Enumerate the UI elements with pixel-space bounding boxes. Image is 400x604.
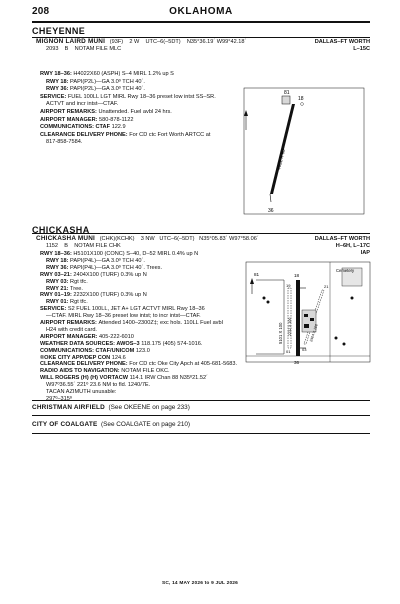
elevation-label: 81: [284, 90, 290, 96]
airport-header-line: [36, 39, 246, 46]
entry-label: SERVICE:: [40, 306, 68, 313]
entry-line: [40, 320, 223, 327]
cheyenne-airport-diagram: [240, 82, 372, 222]
entry-text: 405-222-6010: [99, 333, 134, 340]
entry-line: [40, 355, 126, 362]
entry-text: 2232X100 (TURF) 0.3% up N: [73, 292, 147, 299]
entry-text: Unattended. Fuel avbl 24 hrs.: [98, 109, 172, 115]
entry-text: Tree.: [70, 285, 83, 292]
runway-end-03: 03: [302, 347, 307, 352]
section-rule-3: [32, 415, 370, 416]
entry-line: [46, 265, 162, 272]
entry-text: PAPI(P2L)—GA 3.0º TCH 40´.: [70, 78, 145, 85]
airport-coords: N35°36.19´ W99°42.18´: [186, 39, 247, 45]
entry-line: [46, 313, 201, 320]
entry-label: RWY 03–21:: [40, 271, 74, 278]
entry-line: [40, 341, 202, 348]
hangar-2: [310, 318, 314, 321]
entry-line: [40, 348, 150, 355]
entry-label: WILL ROGERS (H) (H) VORTACW: [40, 375, 130, 382]
diagram-frame: [244, 88, 364, 214]
runway-end-36-2: 36: [294, 360, 300, 365]
entry-text: For CD ctc Oke City Apch at 405-681-5683.: [129, 361, 238, 368]
elevation-label-2: 81: [254, 272, 260, 277]
compass-arrow: [244, 110, 248, 130]
airport-id: (93F): [109, 39, 124, 45]
entry-label: CLEARANCE DELIVERY PHONE:: [40, 361, 130, 368]
entry-line: [46, 139, 82, 146]
region-label: DALLAS–FT WORTH: [314, 39, 370, 45]
page-header: [32, 6, 370, 20]
entry-text: 817-858-7584.: [46, 139, 83, 146]
chart-label-2: H–6H, L–17C: [335, 243, 370, 249]
compass-arrow-2: [250, 278, 254, 294]
runway-dims-main: 5101 X 100: [278, 322, 283, 344]
entry-line: [40, 94, 216, 101]
airport-distance: 2 W: [129, 39, 140, 45]
entry-text: PAPI(P2L)—GA 3.0º TCH 40´.: [70, 86, 145, 93]
entry-text: TACAN AZIMUTH unusable:: [46, 389, 117, 395]
entry-line: [40, 292, 147, 299]
airport-header-line-2: CHICKASHA MUNI (CHK)(KCHK) 3 NW UTC–6(–5DT) N35°05.83´ W97°58.06´: [36, 235, 259, 242]
entry-line: [40, 361, 237, 368]
hangar-3: [304, 324, 309, 328]
airport-name-2[interactable]: CHICKASHA MUNI: [36, 235, 96, 242]
runway-dims-label: 4022 X 60: [276, 148, 287, 171]
entry-line: [40, 272, 147, 279]
entry-text: W97º36.55´ 221º 23.6 NM to fld. 1240/7E.: [46, 382, 151, 389]
runway-end-21: 21: [324, 284, 329, 289]
footer-dates: SC, 14 MAY 2026 to 9 JUL 2026: [161, 581, 239, 586]
entry-line: [46, 101, 118, 108]
section-rule-2: [32, 400, 370, 401]
entry-text: S2 FUEL 100LL, JET A+ LGT ACTVT MIRL Rwy 18–36: [67, 306, 205, 313]
runway-end-01: 01: [286, 349, 291, 354]
runway-end-19: 19: [286, 283, 291, 288]
runway-18-36-main: [296, 280, 300, 356]
taxiway: [270, 194, 271, 202]
entry-text: Rgt tfc.: [70, 299, 88, 306]
entry-label: ®OKE CITY APP/DEP CON: [40, 354, 112, 361]
entry-line: [40, 117, 133, 124]
entry-text: ACTVT and incr intst—CTAF.: [46, 101, 119, 108]
entry-text: 123.0: [135, 347, 150, 354]
entry-label: RWY 18:: [46, 78, 71, 85]
entry-label: AIRPORT REMARKS:: [40, 109, 99, 115]
entry-line: [46, 389, 116, 396]
xref-coalgate[interactable]: CITY OF COALGATE (See COALGATE on page 210): [32, 421, 191, 428]
entry-label: RWY 21:: [46, 285, 71, 292]
entry-line: [46, 286, 83, 293]
airport-subline-2: 1152 B NOTAM FILE CHK: [46, 243, 121, 249]
entry-line: [46, 299, 88, 306]
entry-text: 118.175 (405) 574-1016.: [141, 340, 203, 347]
entry-text: H4022X60 (ASPH) S–4 MIRL 1.2% up S: [73, 71, 174, 77]
turf-dims-1: 2232 X 100: [288, 317, 292, 336]
airport-name[interactable]: MIGNON LAIRD MUNI: [36, 38, 106, 45]
entry-line: [40, 306, 205, 313]
state-title: OKLAHOMA: [169, 6, 233, 17]
entry-line: [46, 79, 145, 86]
entry-text: 297º–315º: [46, 395, 72, 402]
entry-label: RWY 18:: [46, 257, 71, 264]
entry-text: 114.1 IRW Chan 88 N35º21.52´: [129, 375, 208, 382]
entry-text: —CTAF. MIRL Rwy 18–36 preset low intst; to incr intst—CTAF.: [46, 313, 201, 320]
entry-label: RWY 18–36:: [40, 71, 74, 77]
entry-label: AIRPORT REMARKS:: [40, 320, 99, 326]
hangar: [304, 314, 308, 317]
entry-label: RWY 03:: [46, 278, 71, 285]
entry-line: [46, 86, 145, 93]
cemetery-label: Cemetery: [336, 268, 355, 273]
entry-label: RWY 36:: [46, 86, 71, 93]
airport-subline: 2093 B NOTAM FILE MLC: [46, 46, 122, 52]
entry-label: AIRPORT MANAGER:: [40, 116, 100, 123]
entry-line: [46, 258, 145, 265]
entry-text: FUEL 100LL LGT MIRL Rwy 18–36 preset low intst SS–SR.: [67, 93, 216, 100]
entry-label: SERVICE:: [40, 93, 68, 100]
city-heading-chickasha: CHICKASHA: [32, 225, 90, 235]
iap-label: IAP: [360, 250, 370, 256]
entry-label: WEATHER DATA SOURCES: AWOS–3: [40, 340, 142, 347]
runway-end-36: 36: [268, 208, 274, 214]
entry-line: [40, 124, 126, 131]
entry-line: [40, 334, 134, 341]
entry-line: [46, 327, 97, 334]
entry-label: RWY 01:: [46, 299, 71, 306]
entry-line: [40, 132, 210, 139]
airport-utc: UTC–6(–5DT): [145, 39, 181, 45]
entry-label: AIRPORT MANAGER:: [40, 333, 100, 340]
header-rule: [32, 21, 370, 23]
entry-text: For CD ctc Fort Worth ARTCC at: [129, 131, 211, 138]
section-rule-4: [32, 433, 370, 434]
entry-text: Rgt tfc.: [70, 278, 88, 285]
entry-label: RADIO AIDS TO NAVIGATION:: [40, 368, 122, 375]
entry-line: [40, 368, 170, 375]
entry-label: RWY 01–19:: [40, 292, 74, 299]
runway-end-18: 18: [298, 96, 304, 102]
windsock-icon: [301, 103, 304, 106]
entry-line: [46, 279, 88, 286]
runway-end-18-2: 18: [294, 273, 300, 278]
entry-text: 122.9: [111, 124, 126, 131]
entry-label: CLEARANCE DELIVERY PHONE:: [40, 131, 130, 138]
entry-label: RWY 36:: [46, 264, 71, 271]
entry-text: NOTAM FILE OKC.: [121, 368, 170, 375]
page-number: 208: [32, 6, 50, 17]
entry-label: RWY 18–36:: [40, 251, 74, 257]
xref-christman[interactable]: CHRISTMAN AIRFIELD (See OKEENE on page 233): [32, 404, 190, 411]
entry-line: [40, 375, 208, 382]
entry-text: PAPI(P4L)—GA 3.0º TCH 40´.: [70, 257, 145, 264]
entry-text: PAPI(P4L)—GA 3.0º TCH 40´. Trees.: [70, 264, 163, 271]
runway-18-36: [270, 104, 295, 194]
turf-dims-2: 2404 X 100: [309, 323, 319, 343]
chart-label: L–15C: [353, 46, 370, 52]
entry-line: [40, 109, 172, 116]
chickasha-airport-diagram: [244, 258, 372, 366]
entry-text: H24 with credit card.: [46, 326, 97, 333]
entry-line: [40, 71, 174, 78]
city-heading-cheyenne: CHEYENNE: [32, 26, 86, 36]
entry-label: COMMUNICATIONS: CTAF: [40, 124, 112, 131]
ramp-area: [282, 96, 290, 104]
entry-text: H5101X100 (CONC) S–40, D–52 MIRL 0.4% up N: [73, 251, 199, 257]
entry-text: 2404X100 (TURF) 0.3% up N: [73, 271, 147, 278]
entry-label: COMMUNICATIONS: CTAF/UNICOM: [40, 347, 136, 354]
entry-line: [46, 382, 150, 389]
region-label-2: DALLAS–FT WORTH: [314, 236, 370, 242]
entry-text: Attended 1400–2300Z‡; exc hols. 110LL Fuel avbl: [98, 320, 223, 326]
entry-text: 580-878-1122: [99, 116, 134, 123]
entry-line: [40, 251, 198, 258]
entry-text: 124.6: [111, 354, 126, 361]
